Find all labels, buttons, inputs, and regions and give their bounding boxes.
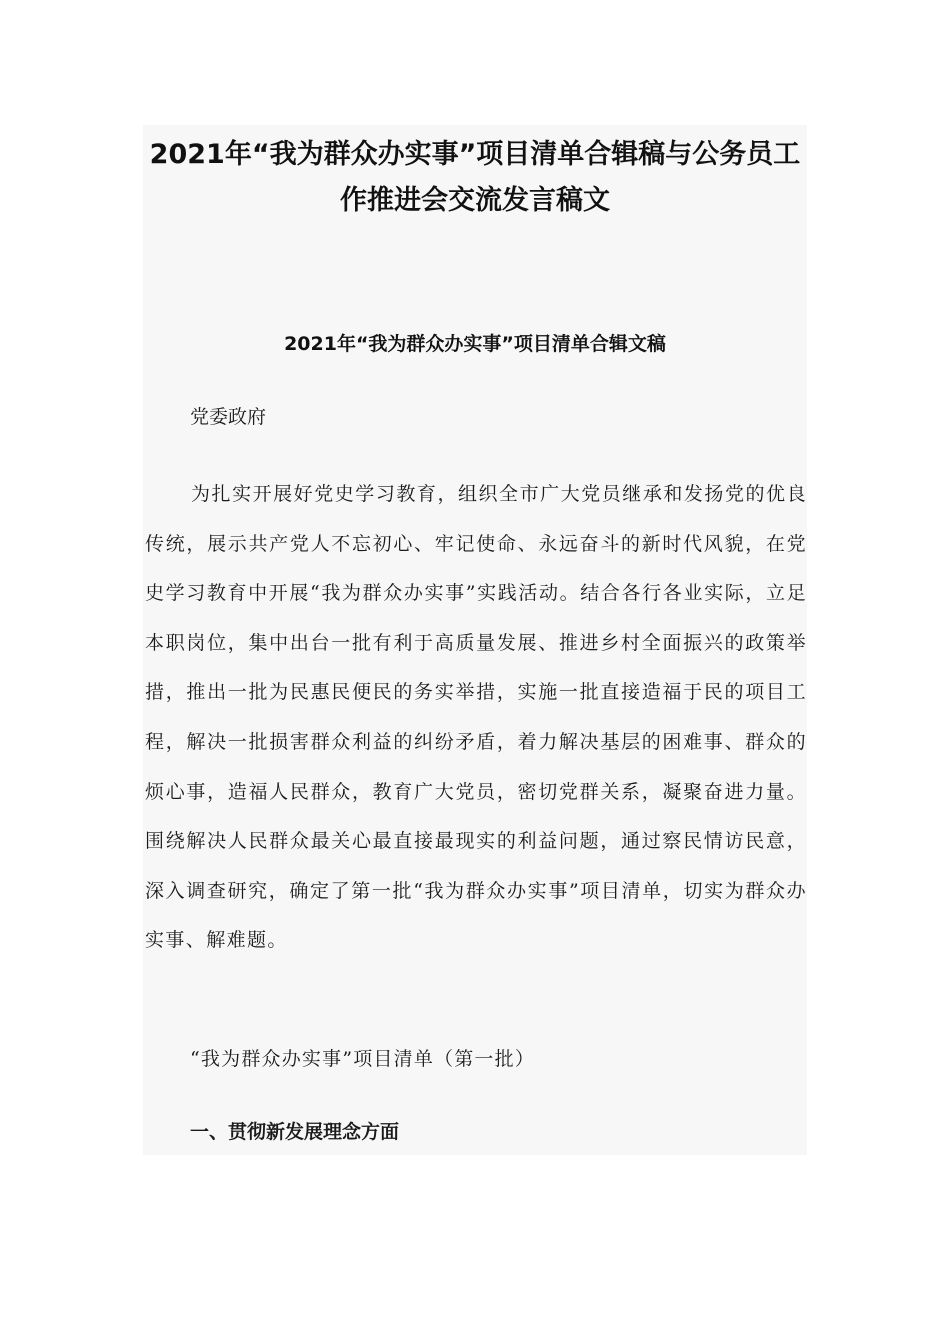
document-sub-title: 2021年“我为群众办实事”项目清单合辑文稿 xyxy=(284,333,666,355)
document-main-title: 2021年“我为群众办实事”项目清单合辑稿与公务员工作推进会交流发言稿文 xyxy=(149,139,801,216)
organization-label: 党委政府 xyxy=(190,406,267,428)
body-paragraph: 为扎实开展好党史学习教育，组织全市广大党员继承和发扬党的优良传统，展示共产党人不忘初心、牢记使命、永远奋斗的新时代风貌，在党史学习教育中开展“我为群众办实事”实践活动。结合各行各业实际，立足本职岗位，集中出台一批有利于高质量发展、推进乡村全面振兴的政策举措，推出一批为民惠民便民的务实举措，实施一批直接造福于民的项目工程，解决一批损害群众利益的纠纷矛盾，着力解决基层的困难事、群众的烦心事，造福人民群众，教育广大党员，密切党群关系，凝聚奋进力量。围绕解决人民群众最关心最直接最现实的利益问题，通过察民情访民意，深入调查研究，确定了第一批“我为群众办实事”项目清单，切实为群众办实事、解难题。 xyxy=(145,483,807,952)
project-list-title: “我为群众办实事”项目清单（第一批） xyxy=(190,1048,536,1070)
section-heading: 一、贯彻新发展理念方面 xyxy=(190,1121,400,1143)
